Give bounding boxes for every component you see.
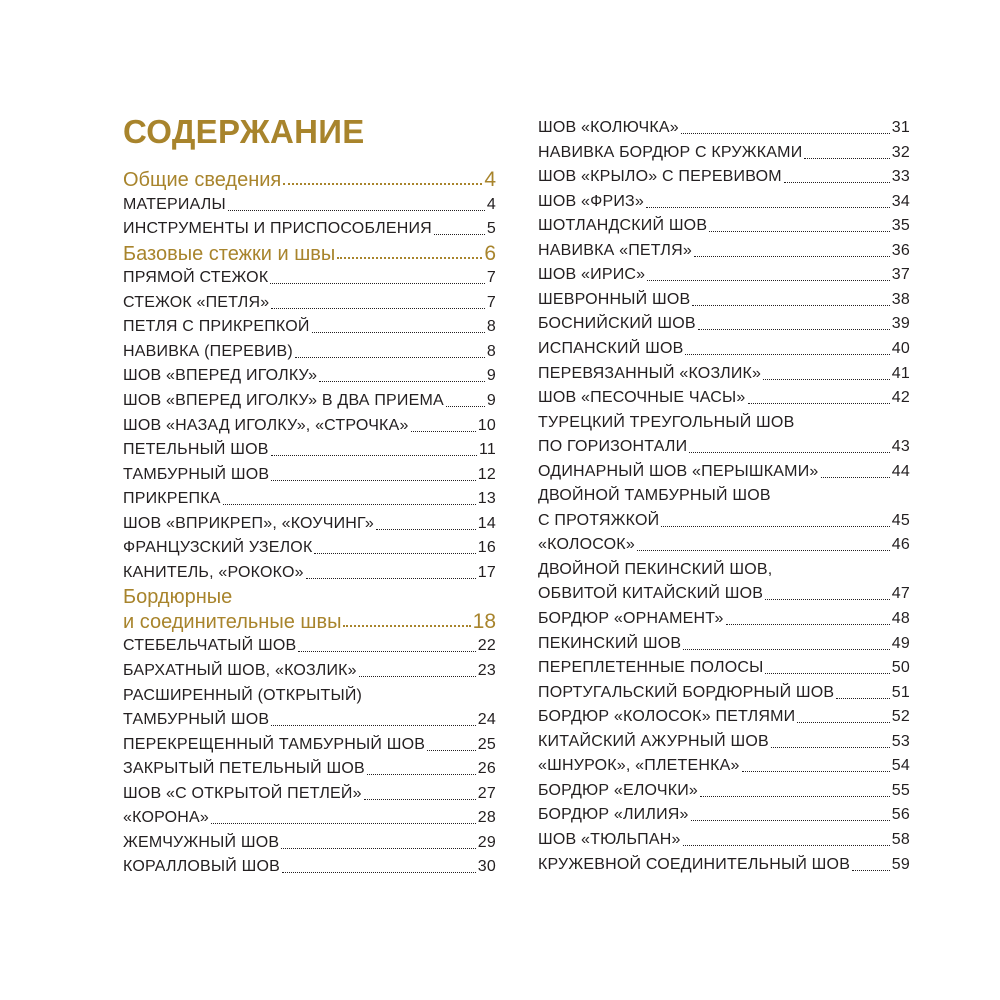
toc-entry-title: СТЕЖОК «ПЕТЛЯ» — [123, 293, 270, 311]
toc-entry — [538, 433, 910, 457]
toc-entry-page-number: 41 — [891, 364, 910, 382]
dot-leader — [742, 771, 890, 772]
toc-entry-page-number: 8 — [486, 342, 496, 360]
toc-entry-page-number: 56 — [891, 806, 910, 824]
toc-entry-page-number: 40 — [891, 339, 910, 357]
toc-section-heading — [123, 608, 496, 632]
toc-entry-title: ШОВ «ФРИЗ» — [538, 192, 645, 210]
toc-section-heading — [123, 583, 496, 607]
toc-entry-page-number: 16 — [477, 539, 496, 557]
toc-entry — [538, 188, 910, 212]
toc-entry — [538, 801, 910, 825]
toc-section-heading — [123, 240, 496, 264]
toc-entry-page-number: 38 — [891, 290, 910, 308]
toc-entry-page-number: 23 — [477, 662, 496, 679]
toc-entry-page-number: 12 — [477, 465, 496, 483]
toc-entry-page-number: 30 — [477, 858, 496, 876]
toc-entry — [538, 777, 910, 801]
toc-entry-title: и соединительные швы — [123, 611, 342, 632]
toc-entry — [538, 335, 910, 359]
toc-entry — [123, 632, 496, 656]
toc-entry — [123, 362, 496, 386]
toc-entry-page-number: 18 — [472, 609, 496, 633]
toc-entry-title: ПЕРЕВЯЗАННЫЙ «КОЗЛИК» — [538, 364, 762, 382]
toc-entry-page-number: 32 — [891, 143, 910, 161]
toc-entry-page-number: 13 — [477, 490, 496, 508]
toc-entry-page-number: 10 — [477, 416, 496, 434]
dot-leader — [689, 452, 889, 453]
toc-entry — [123, 338, 496, 362]
dot-leader — [637, 550, 890, 551]
toc-entry-title: ШОВ «ВПЕРЕД ИГОЛКУ» — [123, 367, 318, 385]
toc-entry-title: ИСПАНСКИЙ ШОВ — [538, 339, 684, 357]
toc-entry-page-number: 28 — [477, 809, 496, 827]
dot-leader — [726, 624, 890, 625]
dot-leader — [700, 796, 890, 797]
dot-leader — [271, 308, 485, 309]
toc-entry-page-number: 59 — [891, 855, 910, 873]
dot-leader — [364, 799, 476, 800]
dot-leader — [771, 747, 890, 748]
toc-entry-title: ПЕРЕПЛЕТЕННЫЕ ПОЛОСЫ — [538, 659, 764, 677]
dot-leader — [314, 553, 475, 554]
dot-leader — [271, 480, 476, 481]
toc-entry-page-number: 7 — [486, 293, 496, 311]
toc-entry-page-number: 36 — [891, 241, 910, 259]
toc-entry — [538, 605, 910, 629]
toc-entry-title: ПО ГОРИЗОНТАЛИ — [538, 438, 688, 456]
toc-entry-page-number: 49 — [891, 634, 910, 652]
dot-leader — [698, 329, 890, 330]
toc-entry — [538, 580, 910, 604]
toc-entry-title: ШОТЛАНДСКИЙ ШОВ — [538, 217, 708, 235]
toc-entry-page-number: 27 — [477, 784, 496, 802]
toc-entry-title: ЗАКРЫТЫЙ ПЕТЕЛЬНЫЙ ШОВ — [123, 760, 365, 778]
toc-entry-page-number: 9 — [486, 391, 496, 409]
dot-leader — [748, 403, 890, 404]
toc-entry-page-number: 5 — [486, 220, 496, 238]
toc-entry-page-number: 51 — [891, 683, 910, 701]
toc-entry — [538, 114, 910, 138]
toc-entry-title: ДВОЙНОЙ ПЕКИНСКИЙ ШОВ, — [538, 560, 773, 578]
toc-entry-title: ШОВ «С ОТКРЫТОЙ ПЕТЛЕЙ» — [123, 784, 362, 802]
dot-leader — [661, 526, 889, 527]
dot-leader — [646, 207, 890, 208]
dot-leader — [694, 256, 890, 257]
toc-entry-title: МАТЕРИАЛЫ — [123, 195, 226, 213]
toc-entry — [123, 510, 496, 534]
toc-entry-page-number: 43 — [891, 438, 910, 456]
dot-leader — [804, 158, 889, 159]
toc-entry-title: ШОВ «КОЛЮЧКА» — [538, 119, 679, 136]
toc-entry — [123, 313, 496, 337]
toc-entry-page-number: 54 — [891, 757, 910, 775]
toc-entry-title: НАВИВКА (ПЕРЕВИВ) — [123, 342, 293, 360]
toc-entry-title: КИТАЙСКИЙ АЖУРНЫЙ ШОВ — [538, 732, 769, 750]
toc-entry-title: Бордюрные — [123, 587, 233, 608]
dot-leader — [763, 379, 890, 380]
toc-entry-title: «КОРОНА» — [123, 809, 209, 827]
toc-entry — [538, 212, 910, 236]
toc-entry-title: ИНСТРУМЕНТЫ И ПРИСПОСОБЛЕНИЯ — [123, 220, 432, 238]
dot-leader — [647, 280, 890, 281]
toc-entry-title: БАРХАТНЫЙ ШОВ, «КОЗЛИК» — [123, 662, 357, 679]
toc-entry — [538, 139, 910, 163]
dot-leader — [306, 578, 476, 579]
toc-entry — [538, 654, 910, 678]
toc-entry-title: ТАМБУРНЫЙ ШОВ — [123, 465, 270, 483]
dot-leader — [821, 477, 890, 478]
toc-entry-page-number: 48 — [891, 610, 910, 627]
toc-entry — [123, 657, 496, 681]
toc-entry — [123, 461, 496, 485]
toc-entry-title: ПОРТУГАЛЬСКИЙ БОРДЮРНЫЙ ШОВ — [538, 683, 835, 701]
toc-entry-title: ШОВ «ТЮЛЬПАН» — [538, 830, 681, 848]
toc-entry — [538, 679, 910, 703]
dot-leader — [685, 354, 889, 355]
dot-leader — [367, 774, 476, 775]
toc-entry-page-number: 29 — [477, 833, 496, 851]
dot-leader — [411, 431, 476, 432]
dot-leader — [283, 183, 482, 185]
toc-entry — [123, 215, 496, 239]
toc-entry-page-number: 25 — [477, 735, 496, 753]
toc-entry-page-number: 47 — [891, 585, 910, 603]
toc-entry-title: «ШНУРОК», «ПЛЕТЕНКА» — [538, 757, 740, 775]
toc-entry-title: ШЕВРОННЫЙ ШОВ — [538, 290, 691, 308]
dot-leader — [319, 381, 485, 382]
dot-leader — [765, 599, 890, 600]
toc-entry-title: ОБВИТОЙ КИТАЙСКИЙ ШОВ — [538, 585, 764, 603]
toc-entry-title: СТЕБЕЛЬЧАТЫЙ ШОВ — [123, 637, 297, 655]
toc-entry-title: ПЕКИНСКИЙ ШОВ — [538, 634, 682, 652]
dot-leader — [295, 357, 485, 358]
toc-entry-title: РАСШИРЕННЫЙ (ОТКРЫТЫЙ) — [123, 686, 363, 704]
toc-entry-title: НАВИВКА БОРДЮР С КРУЖКАМИ — [538, 143, 803, 161]
dot-leader — [836, 698, 889, 699]
toc-entry-page-number: 34 — [891, 192, 910, 210]
dot-leader — [446, 406, 485, 407]
toc-entry-page-number: 50 — [891, 659, 910, 677]
toc-entry-title: ПЕТЕЛЬНЫЙ ШОВ — [123, 441, 269, 459]
toc-entry-page-number: 55 — [891, 781, 910, 799]
dot-leader — [282, 872, 476, 873]
dot-leader — [852, 870, 890, 871]
toc-entry-page-number: 39 — [891, 315, 910, 333]
page-title: СОДЕРЖАНИЕ — [123, 113, 365, 150]
toc-entry-title: ОДИНАРНЫЙ ШОВ «ПЕРЫШКАМИ» — [538, 462, 819, 480]
dot-leader — [271, 455, 477, 456]
dot-leader — [312, 332, 485, 333]
dot-leader — [709, 231, 890, 232]
toc-entry-title: С ПРОТЯЖКОЙ — [538, 511, 660, 529]
dot-leader — [434, 234, 485, 235]
toc-entry-title: КОРАЛЛОВЫЙ ШОВ — [123, 858, 281, 876]
dot-leader — [271, 725, 476, 726]
toc-entry — [123, 559, 496, 583]
toc-entry — [123, 731, 496, 755]
toc-entry — [123, 534, 496, 558]
toc-entry-page-number: 4 — [486, 195, 496, 213]
toc-entry-page-number: 4 — [484, 168, 496, 191]
toc-entry-page-number: 22 — [477, 637, 496, 655]
toc-entry-page-number: 11 — [478, 441, 496, 459]
toc-entry-title: ДВОЙНОЙ ТАМБУРНЫЙ ШОВ — [538, 487, 771, 505]
toc-entry-title: ШОВ «ВПРИКРЕП», «КОУЧИНГ» — [123, 514, 374, 532]
toc-entry — [123, 289, 496, 313]
dot-leader — [691, 820, 890, 821]
toc-entry-title: ШОВ «ИРИС» — [538, 266, 646, 284]
toc-entry — [123, 485, 496, 509]
toc-entry-title: ПРИКРЕПКА — [123, 490, 221, 508]
toc-section-heading — [123, 166, 496, 190]
toc-entry — [538, 826, 910, 850]
toc-entry-page-number: 7 — [486, 269, 496, 287]
toc-entry-title: «КОЛОСОК» — [538, 536, 635, 554]
toc-entry — [123, 387, 496, 411]
toc-entry-page-number: 31 — [891, 119, 910, 136]
dot-leader — [337, 257, 482, 259]
toc-entry-page-number: 37 — [891, 266, 910, 284]
toc-entry-title: ФРАНЦУЗСКИЙ УЗЕЛОК — [123, 539, 313, 557]
toc-entry-page-number: 33 — [891, 168, 910, 186]
dot-leader — [681, 133, 890, 134]
toc-entry-page-number: 6 — [484, 241, 496, 265]
toc-entry-title: Базовые стежки и швы — [123, 243, 336, 264]
toc-entry-title: Общие сведения — [123, 170, 282, 190]
toc-entry-title: КАНИТЕЛЬ, «РОКОКО» — [123, 563, 304, 581]
dot-leader — [683, 845, 890, 846]
toc-entry-page-number: 26 — [477, 760, 496, 778]
toc-entry — [123, 853, 496, 877]
toc-entry-page-number: 44 — [891, 462, 910, 480]
toc-entry — [538, 531, 910, 555]
dot-leader — [784, 182, 890, 183]
toc-entry-title: ШОВ «КРЫЛО» С ПЕРЕВИВОМ — [538, 168, 782, 186]
toc-entry — [538, 286, 910, 310]
toc-entry-page-number: 42 — [891, 389, 910, 407]
toc-entry — [123, 755, 496, 779]
toc-entry — [538, 360, 910, 384]
dot-leader — [765, 673, 889, 674]
dot-leader — [427, 750, 476, 751]
toc-entry-title: ШОВ «ВПЕРЕД ИГОЛКУ» В ДВА ПРИЕМА — [123, 391, 444, 409]
dot-leader — [298, 651, 475, 652]
toc-entry — [538, 728, 910, 752]
dot-leader — [228, 210, 485, 211]
toc-entry — [538, 752, 910, 776]
toc-entry-page-number: 9 — [486, 367, 496, 385]
toc-entry — [538, 458, 910, 482]
dot-leader — [223, 504, 476, 505]
toc-entry-title: ТАМБУРНЫЙ ШОВ — [123, 711, 270, 729]
dot-leader — [692, 305, 889, 306]
toc-entry — [538, 851, 910, 875]
toc-entry-title: БОРДЮР «ОРНАМЕНТ» — [538, 610, 724, 627]
toc-entry-title: БОРДЮР «КОЛОСОК» ПЕТЛЯМИ — [538, 708, 796, 726]
toc-entry-title: ЖЕМЧУЖНЫЙ ШОВ — [123, 833, 280, 851]
toc-entry — [538, 556, 910, 580]
toc-entry-title: ПЕТЛЯ С ПРИКРЕПКОЙ — [123, 318, 310, 336]
toc-entry-title: БОРДЮР «ЕЛОЧКИ» — [538, 781, 699, 799]
dot-leader — [343, 625, 470, 627]
dot-leader — [683, 649, 890, 650]
toc-entry-page-number: 17 — [477, 563, 496, 581]
toc-entry — [538, 384, 910, 408]
toc-entry-page-number: 14 — [477, 514, 496, 532]
toc-entry-page-number: 8 — [486, 318, 496, 336]
dot-leader — [270, 283, 485, 284]
toc-entry-page-number: 52 — [891, 708, 910, 726]
dot-leader — [797, 722, 889, 723]
toc-entry — [123, 412, 496, 436]
toc-entry — [123, 191, 496, 215]
toc-entry-title: КРУЖЕВНОЙ СОЕДИНИТЕЛЬНЫЙ ШОВ — [538, 855, 851, 873]
toc-entry — [123, 706, 496, 730]
dot-leader — [376, 529, 476, 530]
toc-entry-title: ТУРЕЦКИЙ ТРЕУГОЛЬНЫЙ ШОВ — [538, 413, 795, 431]
toc-entry — [123, 780, 496, 804]
toc-entry — [123, 804, 496, 828]
toc-entry-page-number: 35 — [891, 217, 910, 235]
toc-entry — [123, 264, 496, 288]
toc-entry-title: ШОВ «ПЕСОЧНЫЕ ЧАСЫ» — [538, 389, 746, 407]
toc-entry-title: НАВИВКА «ПЕТЛЯ» — [538, 241, 692, 259]
toc-entry — [538, 310, 910, 334]
toc-entry — [538, 237, 910, 261]
dot-leader — [359, 676, 476, 677]
toc-entry — [538, 261, 910, 285]
toc-entry-title: БОСНИЙСКИЙ ШОВ — [538, 315, 696, 333]
toc-entry — [538, 409, 910, 433]
toc-entry-page-number: 24 — [477, 711, 496, 729]
toc-entry-page-number: 58 — [891, 830, 910, 848]
toc-entry — [538, 507, 910, 531]
toc-entry — [538, 163, 910, 187]
toc-entry — [538, 482, 910, 506]
toc-entry-title: ПЕРЕКРЕЩЕННЫЙ ТАМБУРНЫЙ ШОВ — [123, 735, 426, 753]
toc-entry-title: ШОВ «НАЗАД ИГОЛКУ», «СТРОЧКА» — [123, 416, 409, 434]
toc-entry — [123, 682, 496, 706]
toc-entry-page-number: 53 — [891, 732, 910, 750]
toc-entry — [123, 829, 496, 853]
toc-entry — [538, 703, 910, 727]
dot-leader — [281, 848, 476, 849]
dot-leader — [211, 823, 476, 824]
toc-entry — [123, 436, 496, 460]
toc-entry-page-number: 45 — [891, 511, 910, 529]
toc-entry-title: БОРДЮР «ЛИЛИЯ» — [538, 806, 689, 824]
toc-entry-title: ПРЯМОЙ СТЕЖОК — [123, 269, 269, 287]
toc-entry — [538, 630, 910, 654]
toc-entry-page-number: 46 — [891, 536, 910, 554]
